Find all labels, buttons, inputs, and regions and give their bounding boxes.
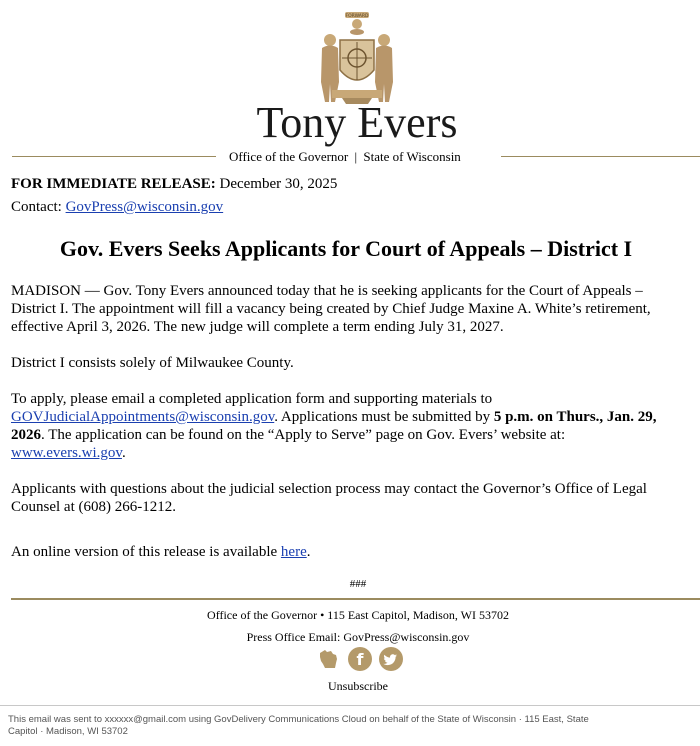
social-links xyxy=(317,647,403,673)
subtitle-row xyxy=(0,149,700,165)
state-label: State of Wisconsin xyxy=(363,149,461,164)
facebook-icon[interactable] xyxy=(348,647,372,676)
release-date: December 30, 2025 xyxy=(219,176,338,192)
judicial-appointments-email-link[interactable]: GOVJudicialAppointments@wisconsin.gov xyxy=(11,409,275,425)
apply-end: . xyxy=(121,445,126,461)
end-marker: ### xyxy=(349,578,367,590)
bottom-divider xyxy=(0,705,700,706)
deadline: 5 p.m. on Thurs., Jan. 29, xyxy=(493,409,657,425)
footer-press-email: Press Office Email: GovPress@wisconsin.gov xyxy=(246,630,470,644)
contact-line xyxy=(11,198,700,216)
online-text: An online version of this release is available xyxy=(11,544,281,560)
paragraph-announcement xyxy=(11,282,700,336)
disclaimer-line: Capitol · Madison, WI 53702 xyxy=(8,726,128,737)
press-release xyxy=(11,175,700,561)
release-line xyxy=(11,175,700,193)
questions-line: Counsel at (608) 266-1212. xyxy=(11,499,176,515)
apply-line-4 xyxy=(11,444,700,462)
announcement-line: District I. The appointment will fill a vacancy being created by Chief Judge Maxine A. White’s retirement, xyxy=(11,301,651,317)
footer xyxy=(0,606,700,646)
footer-divider xyxy=(11,598,700,600)
paragraph-district: District I consists solely of Milwaukee County. xyxy=(11,355,294,371)
unsubscribe-link[interactable]: Unsubscribe xyxy=(328,679,388,693)
apply-text: . Applications must be submitted by xyxy=(274,409,494,425)
header xyxy=(0,0,700,172)
twitter-icon[interactable] xyxy=(379,647,403,676)
headline: Gov. Evers Seeks Applicants for Court of Appeals – District I xyxy=(59,236,633,261)
divider-left xyxy=(12,156,216,157)
questions-line: Applicants with questions about the judicial selection process may contact the Governor’s Office of Legal xyxy=(11,481,647,497)
apply-line-2 xyxy=(11,408,700,426)
seal-motto: FORWARD xyxy=(345,14,369,19)
apply-text: . The application can be found on the “Apply to Serve” page on Gov. Evers’ website at: xyxy=(41,427,566,443)
wisconsin-seal-logo xyxy=(312,10,402,106)
release-label: FOR IMMEDIATE RELEASE: xyxy=(11,176,216,192)
separator: | xyxy=(354,149,358,164)
paragraph-online xyxy=(11,543,700,561)
online-version-link[interactable]: here xyxy=(280,544,307,560)
announcement-line: MADISON — Gov. Tony Evers announced today that he is seeking applicants for the Court of Appeals – xyxy=(11,283,643,299)
apply-line-3 xyxy=(11,426,700,444)
office-subtitle xyxy=(229,149,461,164)
disclaimer-line: This email was sent to xxxxxx@gmail.com using GovDelivery Communications Cloud on behalf of the State of Wisconsin · 115 East, State xyxy=(8,714,589,725)
online-end: . xyxy=(306,544,311,560)
deadline-year: 2026 xyxy=(11,427,41,443)
footer-address: Office of the Governor • 115 East Capitol, Madison, WI 53702 xyxy=(207,608,509,622)
website-link[interactable]: www.evers.wi.gov xyxy=(11,445,122,461)
contact-email-link[interactable]: GovPress@wisconsin.gov xyxy=(65,199,224,215)
governor-name: Tony Evers xyxy=(256,98,458,147)
announcement-line: effective April 3, 2026. The new judge will complete a term ending July 31, 2027. xyxy=(11,319,504,335)
wisconsin-icon[interactable] xyxy=(317,647,341,676)
paragraph-apply xyxy=(11,390,700,462)
contact-label: Contact: xyxy=(11,199,62,215)
email-disclaimer xyxy=(8,714,648,738)
divider-right xyxy=(501,156,700,157)
facebook-glyph: f xyxy=(356,650,364,669)
paragraph-questions xyxy=(11,480,700,516)
office-label: Office of the Governor xyxy=(229,149,349,164)
apply-line: To apply, please email a completed application form and supporting materials to xyxy=(11,391,493,407)
